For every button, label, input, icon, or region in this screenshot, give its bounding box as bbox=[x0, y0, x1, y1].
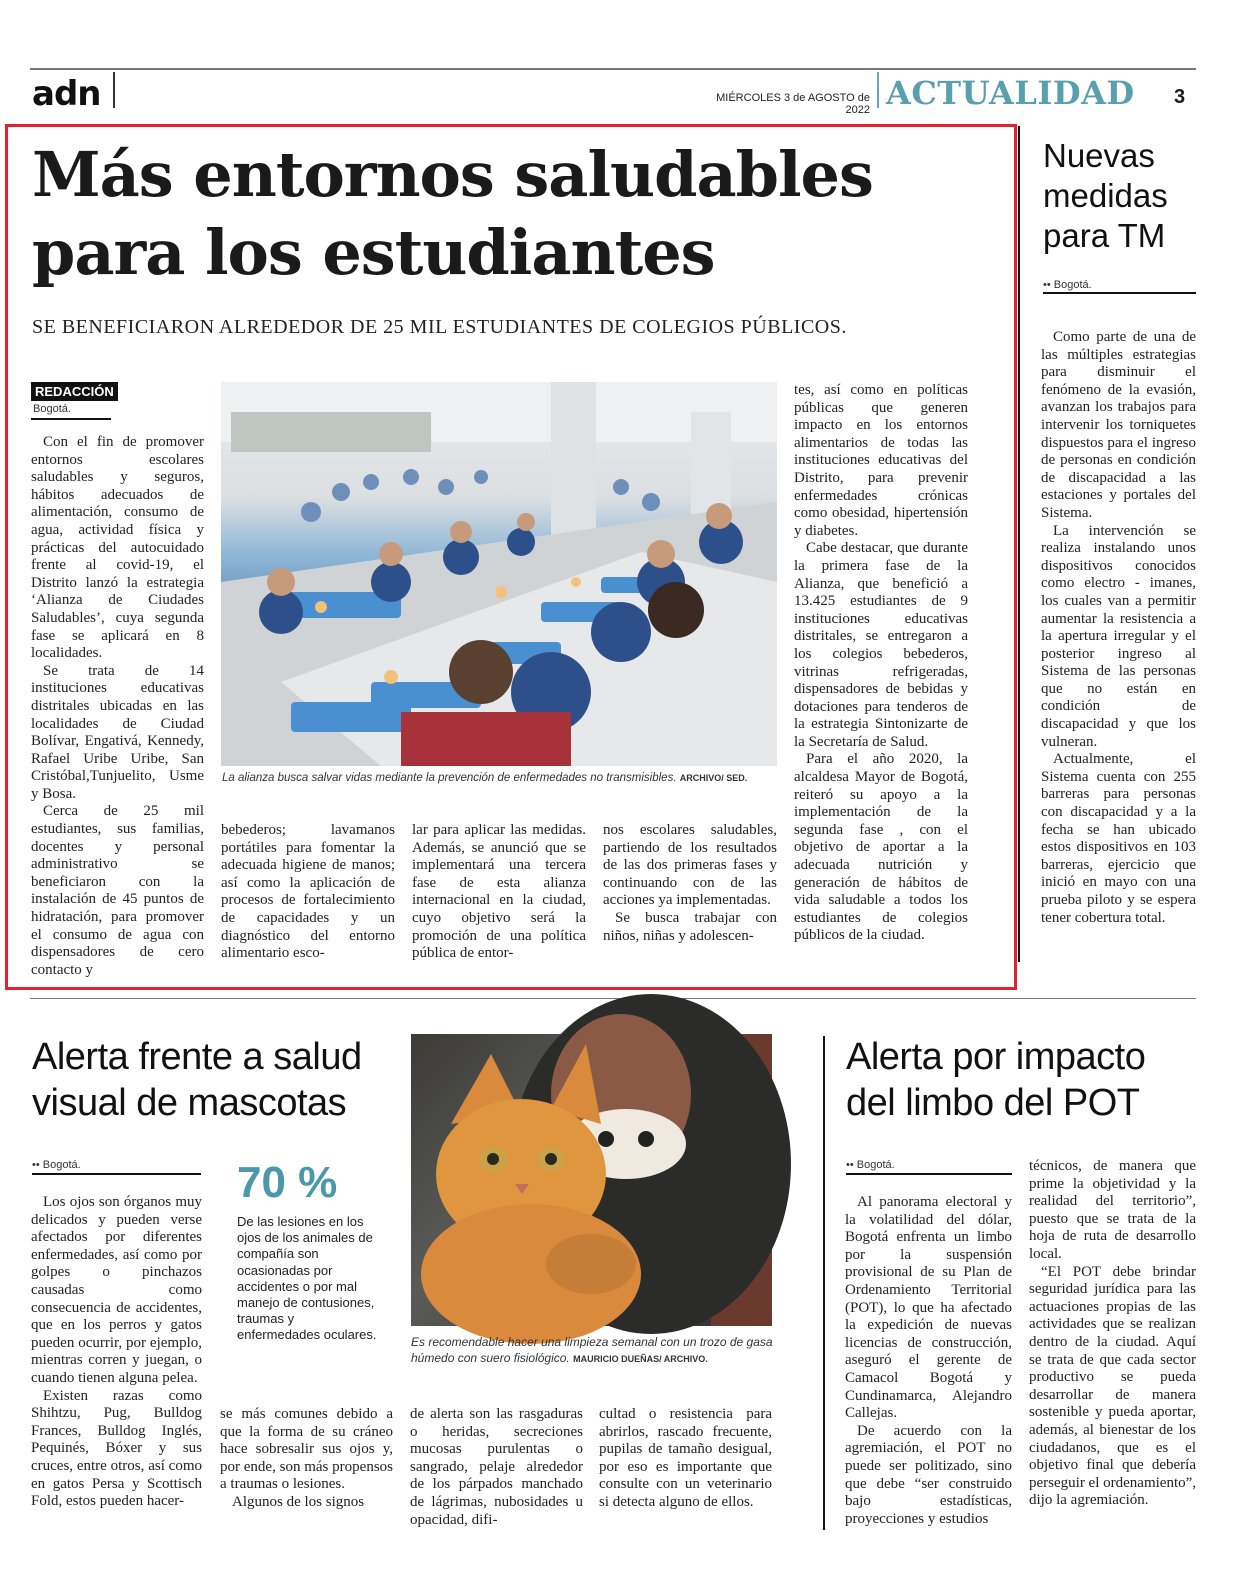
cat-photo-caption bbox=[411, 1334, 773, 1367]
photo-caption bbox=[222, 772, 778, 784]
paragraph: De acuerdo con la agremiación, el POT no puede ser politizado, sino que debe “ser construido bajo estadísticas, proyecciones y estudios bbox=[845, 1422, 1012, 1527]
stat-description: De las lesiones en los ojos de los animales de compañía son ocasionadas por accidentes o por mal manejo de contusiones, traumas y enfermedades oculares. bbox=[237, 1214, 377, 1343]
paragraph: Cabe destacar, que durante la primera fase de la Alianza, que benefició a 13.425 estudiantes de 9 instituciones educativas distritales, se entregaron a los colegios bebederos, vitrinas refrigeradas, dispensadores de bebidas y dotaciones para tenderos de la estrategia Sintonizarte de la Secretaría de Salud. bbox=[794, 540, 968, 750]
top-rule bbox=[30, 68, 1196, 70]
paragraph: “El POT debe brindar seguridad jurídica para las actuaciones propias de las actividades que se realizan dentro de la ciudad. Aquí se trata de que cada sector productivo se pueda desarrollar de manera sostenible y pueda aportar, además, al bienestar de los ciudadanos, que es el objetivo final que debería perseguir el ordenamiento”, dijo la agremiación. bbox=[1029, 1263, 1197, 1509]
issue-date: MIÉRCOLES 3 de AGOSTO de 2022 bbox=[716, 92, 870, 116]
caption-text: Es recomendable hacer una limpieza semanal con un trozo de gasa húmedo con suero fisiológico. bbox=[411, 1335, 773, 1365]
mascotas-column-1 bbox=[31, 1194, 202, 1530]
sidebar-column bbox=[1041, 329, 1196, 969]
mascotas-column-2 bbox=[220, 1406, 393, 1530]
photo-credit: MAURICIO DUEÑAS/ ARCHIVO. bbox=[573, 1354, 708, 1364]
paragraph: Con el fin de promover entornos escolares saludables y seguros, hábitos adecuados de alimentación, consumo de agua, actividad física y prácticas del autocuidado frente al covid-19, el Distrito lanzó la estrategia ‘Alianza de Ciudades Saludables’, cuya segunda fase se aplicará en 8 localidades. bbox=[31, 434, 204, 662]
paragraph: nos escolares saludables, partiendo de los resultados de las dos primeras fases y continuando con de las acciones ya implementadas. bbox=[603, 822, 777, 909]
section-title: ACTUALIDAD bbox=[886, 74, 1135, 112]
stat-value: 70 % bbox=[237, 1158, 338, 1207]
paragraph: lar para aplicar las medidas. Además, se anunció que se implementará una tercera fase de esta alianza internacional en la ciudad, cuyo objetivo será la promoción de una política pública de entor- bbox=[412, 822, 586, 962]
page-number: 3 bbox=[1174, 86, 1186, 108]
byline-location: Bogotá. bbox=[33, 403, 71, 415]
sidebar-divider bbox=[1018, 126, 1020, 962]
main-column-4 bbox=[603, 822, 777, 966]
paragraph: Se trata de 14 instituciones educativas distritales ubicadas en las localidades de Ciudad Bolívar, Engativá, Kennedy, Rafael Uribe Uribe, San Cristóbal,Tunjuelito, Usme y Bosa. bbox=[31, 662, 204, 802]
byline-rule bbox=[31, 418, 111, 420]
cat-photo bbox=[411, 1034, 772, 1326]
pot-location: •• Bogotá. bbox=[846, 1159, 895, 1171]
paragraph: de alerta son las rasgaduras o heridas, secreciones mucosas purulentas o sangrado, pelaje alrededor de los párpados manchado de lágrimas, nubosidades u opacidad, difi- bbox=[410, 1406, 583, 1528]
pot-column-1 bbox=[845, 1194, 1012, 1530]
paragraph: tes, así como en políticas públicas que generen impacto en los entornos alimentarios de todas las instituciones educativas del Distrito, para prevenir enfermedades crónicas como obesidad, hipertensión y diabetes. bbox=[794, 382, 968, 539]
paragraph: Cerca de 25 mil estudiantes, sus familias, docentes y personal administrativo se beneficiaron con la instalación de 45 puntos de hidratación, para promover el consumo de agua con dispensadores de cero contacto y bbox=[31, 803, 204, 978]
paragraph: La intervención se realiza instalando unos dispositivos conocidos como electro - imanes, los cuales van a permitir aumentar la resistencia a la apertura irregular y el posterior ingreso al Sistema de las personas que no están en condición de discapacidad y que los vulneran. bbox=[1041, 522, 1196, 750]
paragraph: técnicos, de manera que prime la objetividad y la realidad del territorio”, puesto que se trata de la hoja de ruta de desarrollo local. bbox=[1029, 1158, 1196, 1262]
main-column-1 bbox=[31, 434, 204, 978]
main-column-3 bbox=[412, 822, 586, 966]
byline-badge: REDACCIÓN bbox=[31, 382, 118, 401]
cafeteria-photo bbox=[221, 382, 777, 766]
paragraph: Actualmente, el Sistema cuenta con 255 barreras para personas con discapacidad y a la fecha se han ubicado estos dispositivos en 103 barreras, ejercicio que inició en mayo con una prueba piloto y se espera tener cobertura total. bbox=[1041, 751, 1196, 926]
main-column-5 bbox=[794, 382, 968, 966]
pot-headline: Alerta por impacto del limbo del POT bbox=[846, 1036, 1146, 1124]
mascotas-location: •• Bogotá. bbox=[32, 1159, 81, 1171]
sidebar-headline: Nuevas medidas para TM bbox=[1043, 137, 1168, 254]
mascotas-column-3 bbox=[410, 1406, 583, 1530]
paragraph: Se busca trabajar con niños, niñas y adolescen- bbox=[603, 909, 777, 944]
sidebar-rule bbox=[1043, 292, 1196, 294]
section-rule bbox=[30, 998, 1196, 999]
pot-rule bbox=[846, 1173, 1012, 1175]
mascotas-rule bbox=[32, 1173, 201, 1175]
sidebar-location: •• Bogotá. bbox=[1043, 279, 1092, 291]
headline-line-2: para los estudiantes bbox=[32, 216, 715, 289]
cafeteria-illustration bbox=[221, 382, 777, 766]
mascotas-headline: Alerta frente a salud visual de mascotas bbox=[32, 1036, 362, 1124]
paragraph: Para el año 2020, la alcaldesa Mayor de Bogotá, reiteró su apoyo a la implementación de la segunda fase , con el objetivo de aportar a la adecuada nutrición y generación de hábitos de vida saludable a todos los estudiantes de colegios públicos de la ciudad. bbox=[794, 751, 968, 944]
cat-illustration bbox=[411, 1034, 772, 1326]
paragraph: se más comunes debido a que la forma de su cráneo hace sobresalir sus ojos y, por ende, son más propensos a traumas o lesiones. bbox=[220, 1406, 393, 1493]
section-divider bbox=[877, 72, 879, 108]
main-column-2 bbox=[221, 822, 395, 966]
caption-text: La alianza busca salvar vidas mediante la prevención de enfermedades no transmisibles. bbox=[222, 772, 677, 784]
newspaper-logo: adn bbox=[32, 74, 101, 114]
main-deck: SE BENEFICIARON ALREDEDOR DE 25 MIL ESTUDIANTES DE COLEGIOS PÚBLICOS. bbox=[32, 316, 847, 338]
pot-divider bbox=[823, 1036, 825, 1530]
paragraph: Existen razas como Shihtzu, Pug, Bulldog Frances, Bulldog Inglés, Pequinés, Bóxer y sus cruces, entre otros, así como en gatos Persa y Scottisch Fold, estos pueden hacer- bbox=[31, 1387, 202, 1510]
headline-line-1: Más entornos saludables bbox=[32, 138, 873, 211]
paragraph: Como parte de una de las múltiples estrategias para disminuir el fenómeno de la evasión, avanzan los trabajos para intervenir los torniquetes dispuestos para el ingreso de personas en condición de discapacidad a las estaciones y portales del Sistema. bbox=[1041, 329, 1196, 521]
paragraph: bebederos; lavamanos portátiles para fomentar la adecuada higiene de manos; así como la aplicación de procesos de fortalecimiento de capacidades y un diagnóstico del entorno alimentario esco- bbox=[221, 822, 395, 962]
paragraph: Los ojos son órganos muy delicados y pueden verse afectados por diferentes enfermedades, así como por golpes o pinchazos causadas como consecuencia de accidentes, que en los perros y gatos pueden ocurrir, por ejemplo, mientras corren y juegan, o cuando tienen alguna pelea. bbox=[31, 1194, 202, 1386]
paragraph: cultad o resistencia para abrirlos, rascado frecuente, pupilas de tamaño desigual, por eso es importante que consulte con un veterinario si detecta alguno de ellos. bbox=[599, 1406, 772, 1510]
paragraph: Algunos de los signos bbox=[232, 1493, 365, 1510]
paragraph: Al panorama electoral y la volatilidad del dólar, Bogotá enfrenta un limbo por la suspensión provisional de su Plan de Ordenamiento Territorial (POT), lo que ha afectado la expedición de nuevas licencias de construcción, aseguró el gerente de Camacol Bogotá y Cundinamarca, Alejandro Callejas. bbox=[845, 1194, 1012, 1422]
main-headline bbox=[32, 136, 1002, 292]
pot-column-2 bbox=[1029, 1158, 1196, 1530]
logo-divider bbox=[113, 72, 115, 108]
photo-credit: ARCHIVO/ SED. bbox=[679, 773, 748, 783]
mascotas-column-4 bbox=[599, 1406, 772, 1530]
